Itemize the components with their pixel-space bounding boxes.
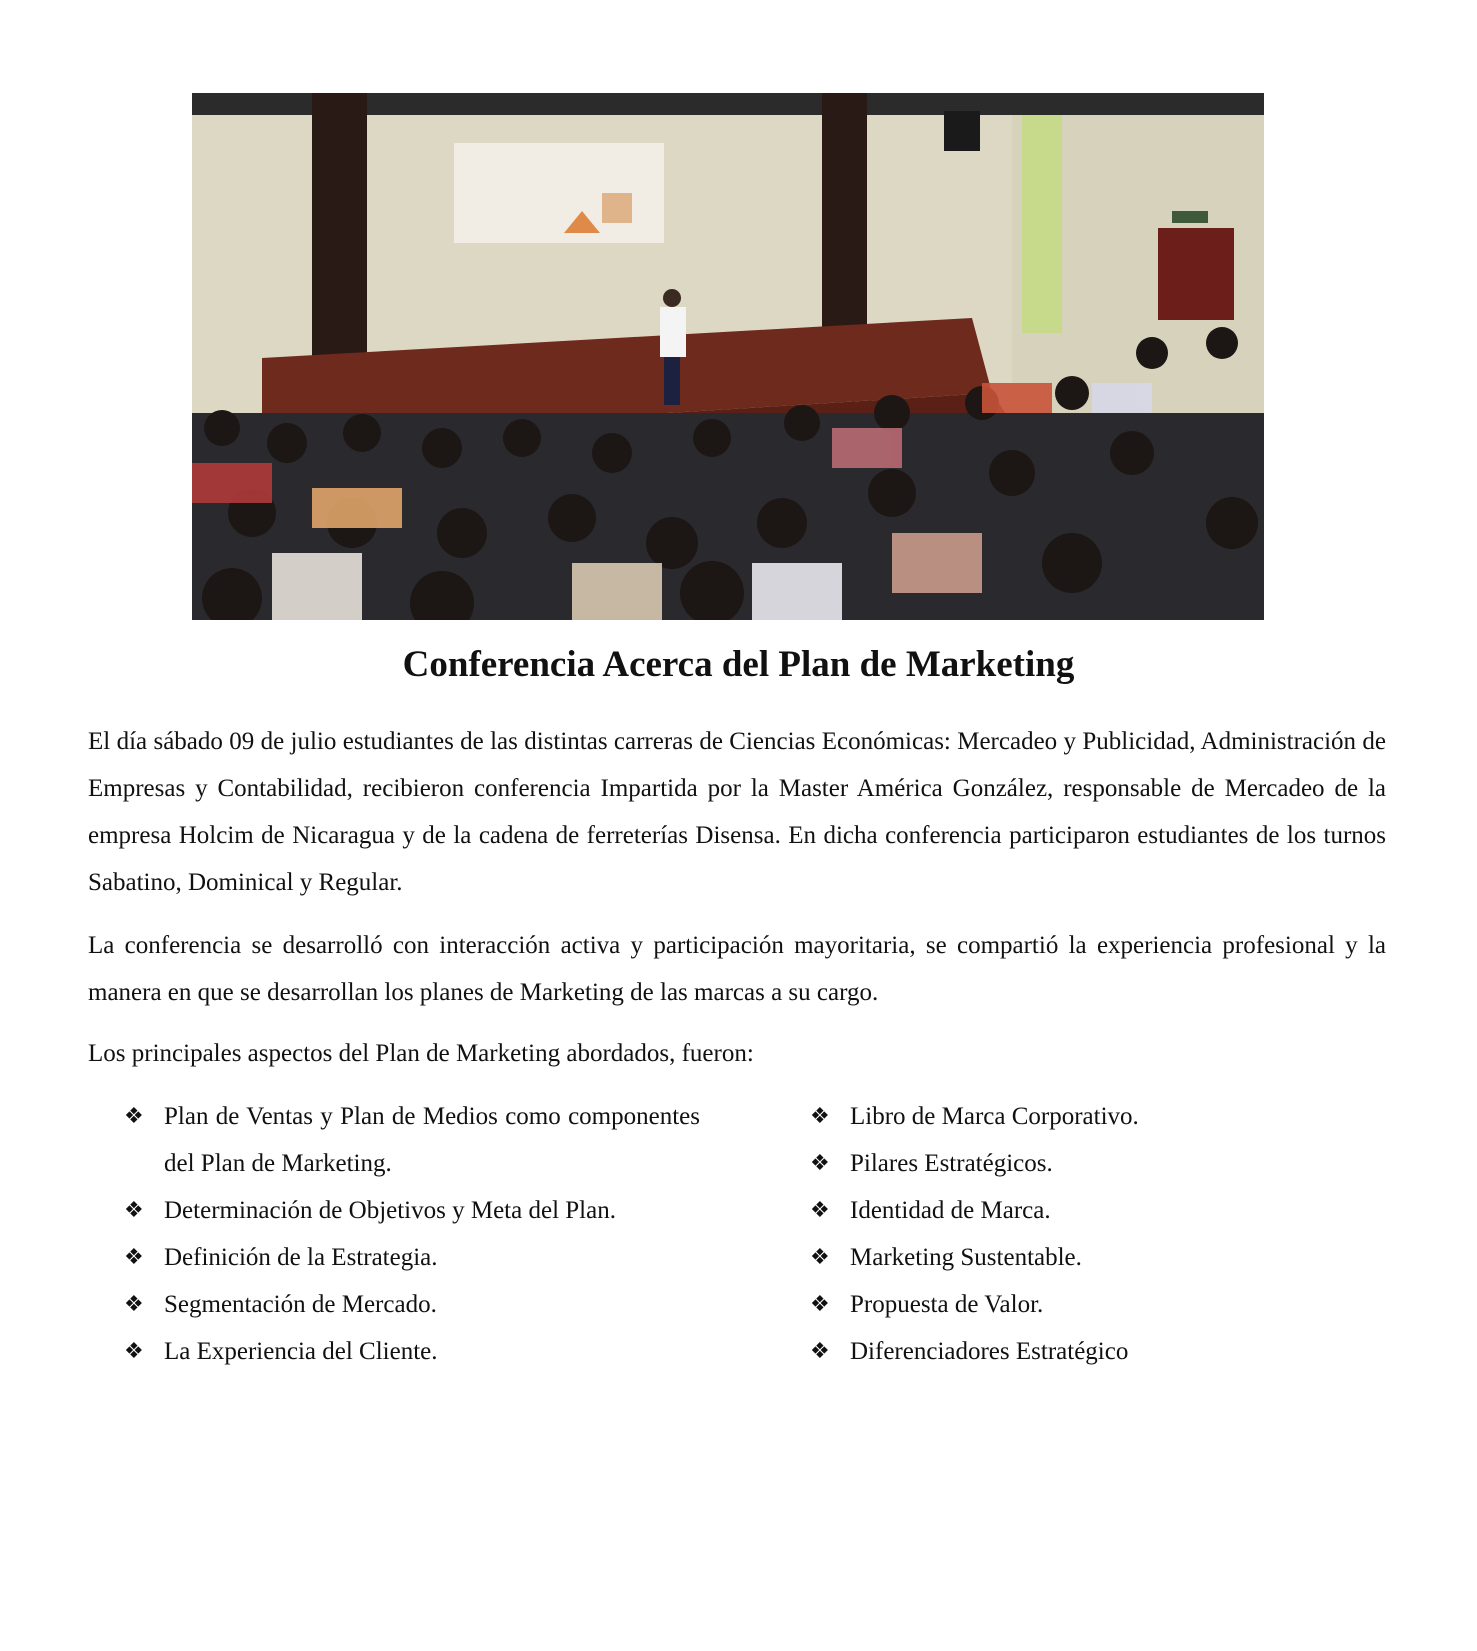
diamond-bullet-icon: ❖ [124, 1198, 144, 1223]
diamond-bullet-icon: ❖ [810, 1339, 830, 1364]
aspects-list-left [124, 1093, 700, 1375]
diamond-bullet-icon: ❖ [810, 1198, 830, 1223]
list-item: ❖ Determinación de Objetivos y Meta del Plan. [124, 1187, 700, 1234]
diamond-bullet-icon: ❖ [124, 1292, 144, 1317]
list-item: ❖ Plan de Ventas y Plan de Medios como componentes del Plan de Marketing. [124, 1093, 700, 1187]
list-item: ❖ Libro de Marca Corporativo. [810, 1093, 1370, 1140]
intro-paragraph: El día sábado 09 de julio estudiantes de las distintas carreras de Ciencias Económicas: Mercadeo y Publicidad, Administración de Empresas y Contabilidad, recibieron conferencia Impartida por la Master América González, responsable de Mercadeo de la empresa Holcim de Nicaragua y de la cadena de ferreterías Disensa. En dicha conferencia participaron estudiantes de los turnos Sabatino, Dominical y Regular. [88, 728, 1386, 896]
aspects-intro-paragraph: Los principales aspectos del Plan de Marketing abordados, fueron: [88, 1040, 754, 1067]
diamond-bullet-icon: ❖ [124, 1245, 144, 1270]
page-title: Conferencia Acerca del Plan de Marketing [402, 644, 1075, 685]
auditorium-image [192, 93, 1264, 620]
diamond-bullet-icon: ❖ [124, 1339, 144, 1364]
list-item: ❖ Pilares Estratégicos. [810, 1140, 1370, 1187]
list-item: ❖ Diferenciadores Estratégico [810, 1328, 1370, 1375]
diamond-bullet-icon: ❖ [810, 1292, 830, 1317]
list-item: ❖ Segmentación de Mercado. [124, 1281, 700, 1328]
list-item: ❖ Identidad de Marca. [810, 1187, 1370, 1234]
list-item: ❖ Propuesta de Valor. [810, 1281, 1370, 1328]
diamond-bullet-icon: ❖ [124, 1104, 144, 1129]
list-item: ❖ Definición de la Estrategia. [124, 1234, 700, 1281]
aspects-list-right [810, 1093, 1370, 1375]
diamond-bullet-icon: ❖ [810, 1151, 830, 1176]
list-item: ❖ La Experiencia del Cliente. [124, 1328, 700, 1375]
diamond-bullet-icon: ❖ [810, 1245, 830, 1270]
diamond-bullet-icon: ❖ [810, 1104, 830, 1129]
list-item: ❖ Marketing Sustentable. [810, 1234, 1370, 1281]
conference-photo [192, 93, 1264, 620]
development-paragraph: La conferencia se desarrolló con interacción activa y participación mayoritaria, se compartió la experiencia profesional y la manera en que se desarrollan los planes de Marketing de las marcas a su cargo. [88, 932, 1386, 1006]
